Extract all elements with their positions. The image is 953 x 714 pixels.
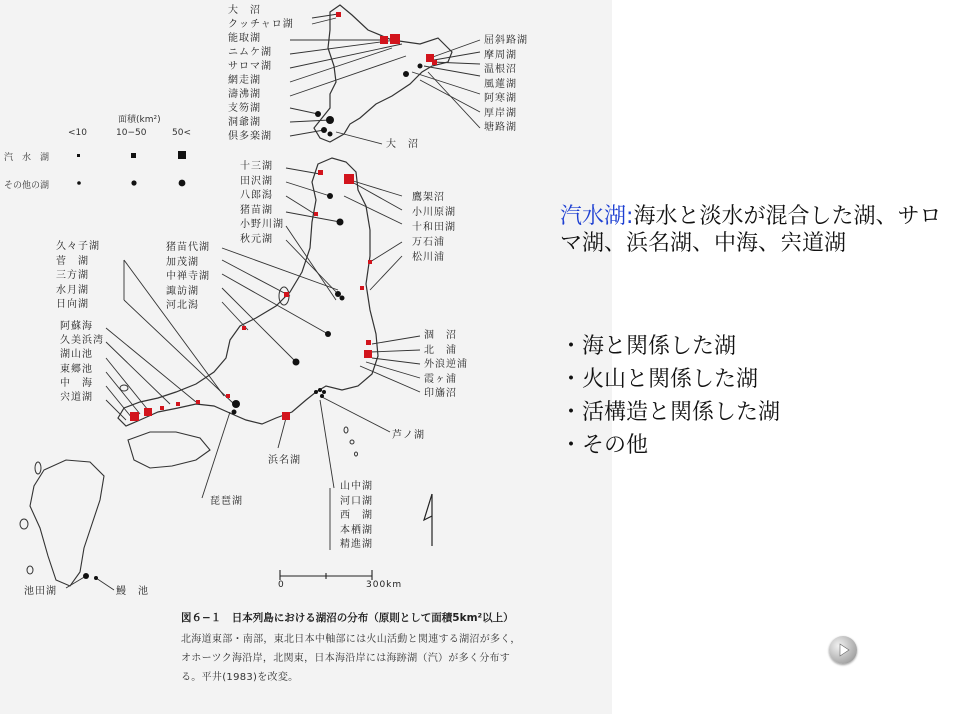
bullet-item: ・ その他: [560, 429, 780, 462]
legend-header-small: <10: [68, 128, 87, 138]
map-label: ニムケ湖: [228, 47, 272, 58]
map-label: 本栖湖: [340, 524, 373, 536]
map-label: 濤沸湖: [228, 89, 261, 100]
bullet-item: ・ 活構造と関係した湖: [560, 396, 780, 429]
izu-island-1: [344, 427, 348, 433]
figure-caption-line: オホーツク海沿岸，北関東，日本海沿岸には海跡湖（汽）が多く分布す: [181, 653, 511, 664]
map-label-ashinoko: 芦ノ湖: [392, 430, 425, 441]
map-label: 水月湖: [56, 284, 89, 296]
sanin-labels: [60, 320, 104, 405]
definition-text: 海水と淡水が混合した湖、サロマ湖、浜名湖、中海、宍道湖: [560, 204, 942, 256]
scale-bar: [280, 570, 372, 580]
map-label: 田沢湖: [240, 175, 273, 187]
map-label: 外浪逆浦: [424, 359, 468, 370]
map-label: 八郎潟: [240, 190, 273, 201]
izu-island-3: [355, 452, 358, 456]
map-label: 塘路湖: [484, 122, 517, 133]
wakasa-labels: [56, 240, 100, 313]
map-label: 松川浦: [412, 252, 445, 263]
map-label: 厚岸湖: [484, 107, 517, 119]
map-label: 倶多楽湖: [228, 131, 272, 142]
figure-caption-title: 図６−１ 日本列島における湖沼の分布（原則として面積5km²以上）: [181, 612, 514, 624]
tsushima-island: [35, 462, 41, 474]
map-label: 猪苗湖: [240, 204, 273, 216]
map-label-onuma-south: 大 沼: [386, 139, 419, 150]
map-label-unagi: 鰻 池: [116, 586, 149, 597]
shikoku-outline: [128, 432, 210, 468]
legend-header-large: 50<: [172, 128, 191, 138]
lake-type-bullet-list: [560, 330, 780, 462]
figure-caption-line: る。平井(1983)を改変。: [181, 672, 299, 683]
map-label: 三方湖: [56, 270, 89, 281]
definition-colon: :: [626, 204, 634, 229]
map-label: 十三湖: [240, 161, 273, 172]
legend-row-brackish: 汽 水 湖: [4, 153, 50, 163]
map-label: 精進湖: [340, 539, 373, 550]
map-label: 温根沼: [484, 64, 517, 75]
map-label: 涸 沼: [424, 330, 457, 341]
kanto-labels: [424, 329, 468, 402]
legend-markers: [77, 151, 186, 186]
scale-label-max: 300km: [366, 580, 403, 590]
map-label: 印旛沼: [424, 388, 457, 399]
map-label: 中 海: [60, 377, 93, 389]
map-label: 屈斜路湖: [484, 35, 528, 46]
map-label-hamanako: 浜名湖: [268, 455, 301, 466]
map-label: 東郷池: [60, 363, 93, 375]
map-label: 十和田湖: [412, 222, 456, 233]
map-label-biwako: 琵琶湖: [210, 496, 243, 507]
map-label: 摩周湖: [484, 49, 517, 61]
map-label: 中禅寺湖: [166, 271, 210, 282]
north-arrow-icon: [424, 494, 432, 546]
chubu-labels: [166, 241, 210, 314]
map-label: 西 湖: [340, 510, 373, 521]
map-label: 阿蘇海: [60, 321, 93, 332]
map-label: 日向湖: [56, 299, 89, 310]
goto-island: [20, 519, 28, 529]
next-slide-button[interactable]: [829, 636, 857, 664]
map-label: 万石浦: [412, 237, 445, 248]
map-label: 河北潟: [166, 300, 199, 311]
map-label: 河口湖: [340, 495, 373, 507]
map-label: 宍道湖: [60, 392, 93, 404]
tohoku-right-labels: [412, 190, 456, 265]
hokkaido-right-labels: [484, 34, 528, 136]
map-label: 小野川湖: [240, 219, 284, 230]
map-label: クッチャロ湖: [228, 19, 294, 30]
definition-term: 汽水湖: [560, 204, 627, 229]
map-label: 山中湖: [340, 481, 373, 492]
map-label: 霞ヶ浦: [424, 373, 457, 385]
map-label: 大 沼: [228, 5, 261, 16]
map-label: 鷹架沼: [412, 192, 445, 203]
map-label: サロマ湖: [228, 61, 272, 72]
map-label: 諏訪湖: [166, 285, 199, 297]
fuji-labels: [340, 480, 373, 553]
map-label: 小川原湖: [412, 207, 456, 218]
map-label: 支笏湖: [228, 103, 261, 114]
koshiki-island: [27, 566, 33, 574]
map-label-ikeda: 池田湖: [24, 586, 57, 597]
scale-label-zero: 0: [278, 580, 285, 590]
map-label: 風蓮湖: [484, 78, 517, 90]
bullet-item: ・ 火山と関係した湖: [560, 363, 780, 396]
bullet-item: ・ 海と関係した湖: [560, 330, 780, 363]
map-label: 北 浦: [424, 344, 457, 356]
map-label: 網走湖: [228, 75, 261, 86]
legend-header-mid: 10−50: [116, 128, 147, 138]
map-label: 秋元湖: [240, 233, 273, 245]
kyushu-outline: [30, 460, 104, 586]
legend-header-area: 面積(km²): [118, 115, 161, 125]
hokkaido-outline: [314, 5, 452, 142]
map-label: 菅 湖: [56, 255, 89, 267]
legend-row-other: その他の湖: [4, 181, 50, 191]
figure-caption-line: 北海道東部・南部，東北日本中軸部には火山活動と関連する湖沼が多く，: [181, 634, 521, 645]
map-label: 猪苗代湖: [166, 242, 210, 253]
map-label: 洞爺湖: [228, 117, 261, 128]
map-label: 阿寒湖: [484, 93, 517, 104]
brackish-lake-definition: [560, 203, 945, 257]
map-label: 久々子湖: [56, 241, 100, 252]
map-label: 湖山池: [60, 349, 93, 361]
izu-island-2: [350, 440, 354, 444]
tohoku-left-labels: [240, 160, 284, 247]
map-label: 能取湖: [228, 33, 261, 44]
hokkaido-left-labels: [228, 4, 294, 144]
map-label: 久美浜湾: [60, 335, 104, 347]
map-label: 加茂湖: [166, 256, 199, 268]
play-next-icon: [829, 636, 857, 664]
